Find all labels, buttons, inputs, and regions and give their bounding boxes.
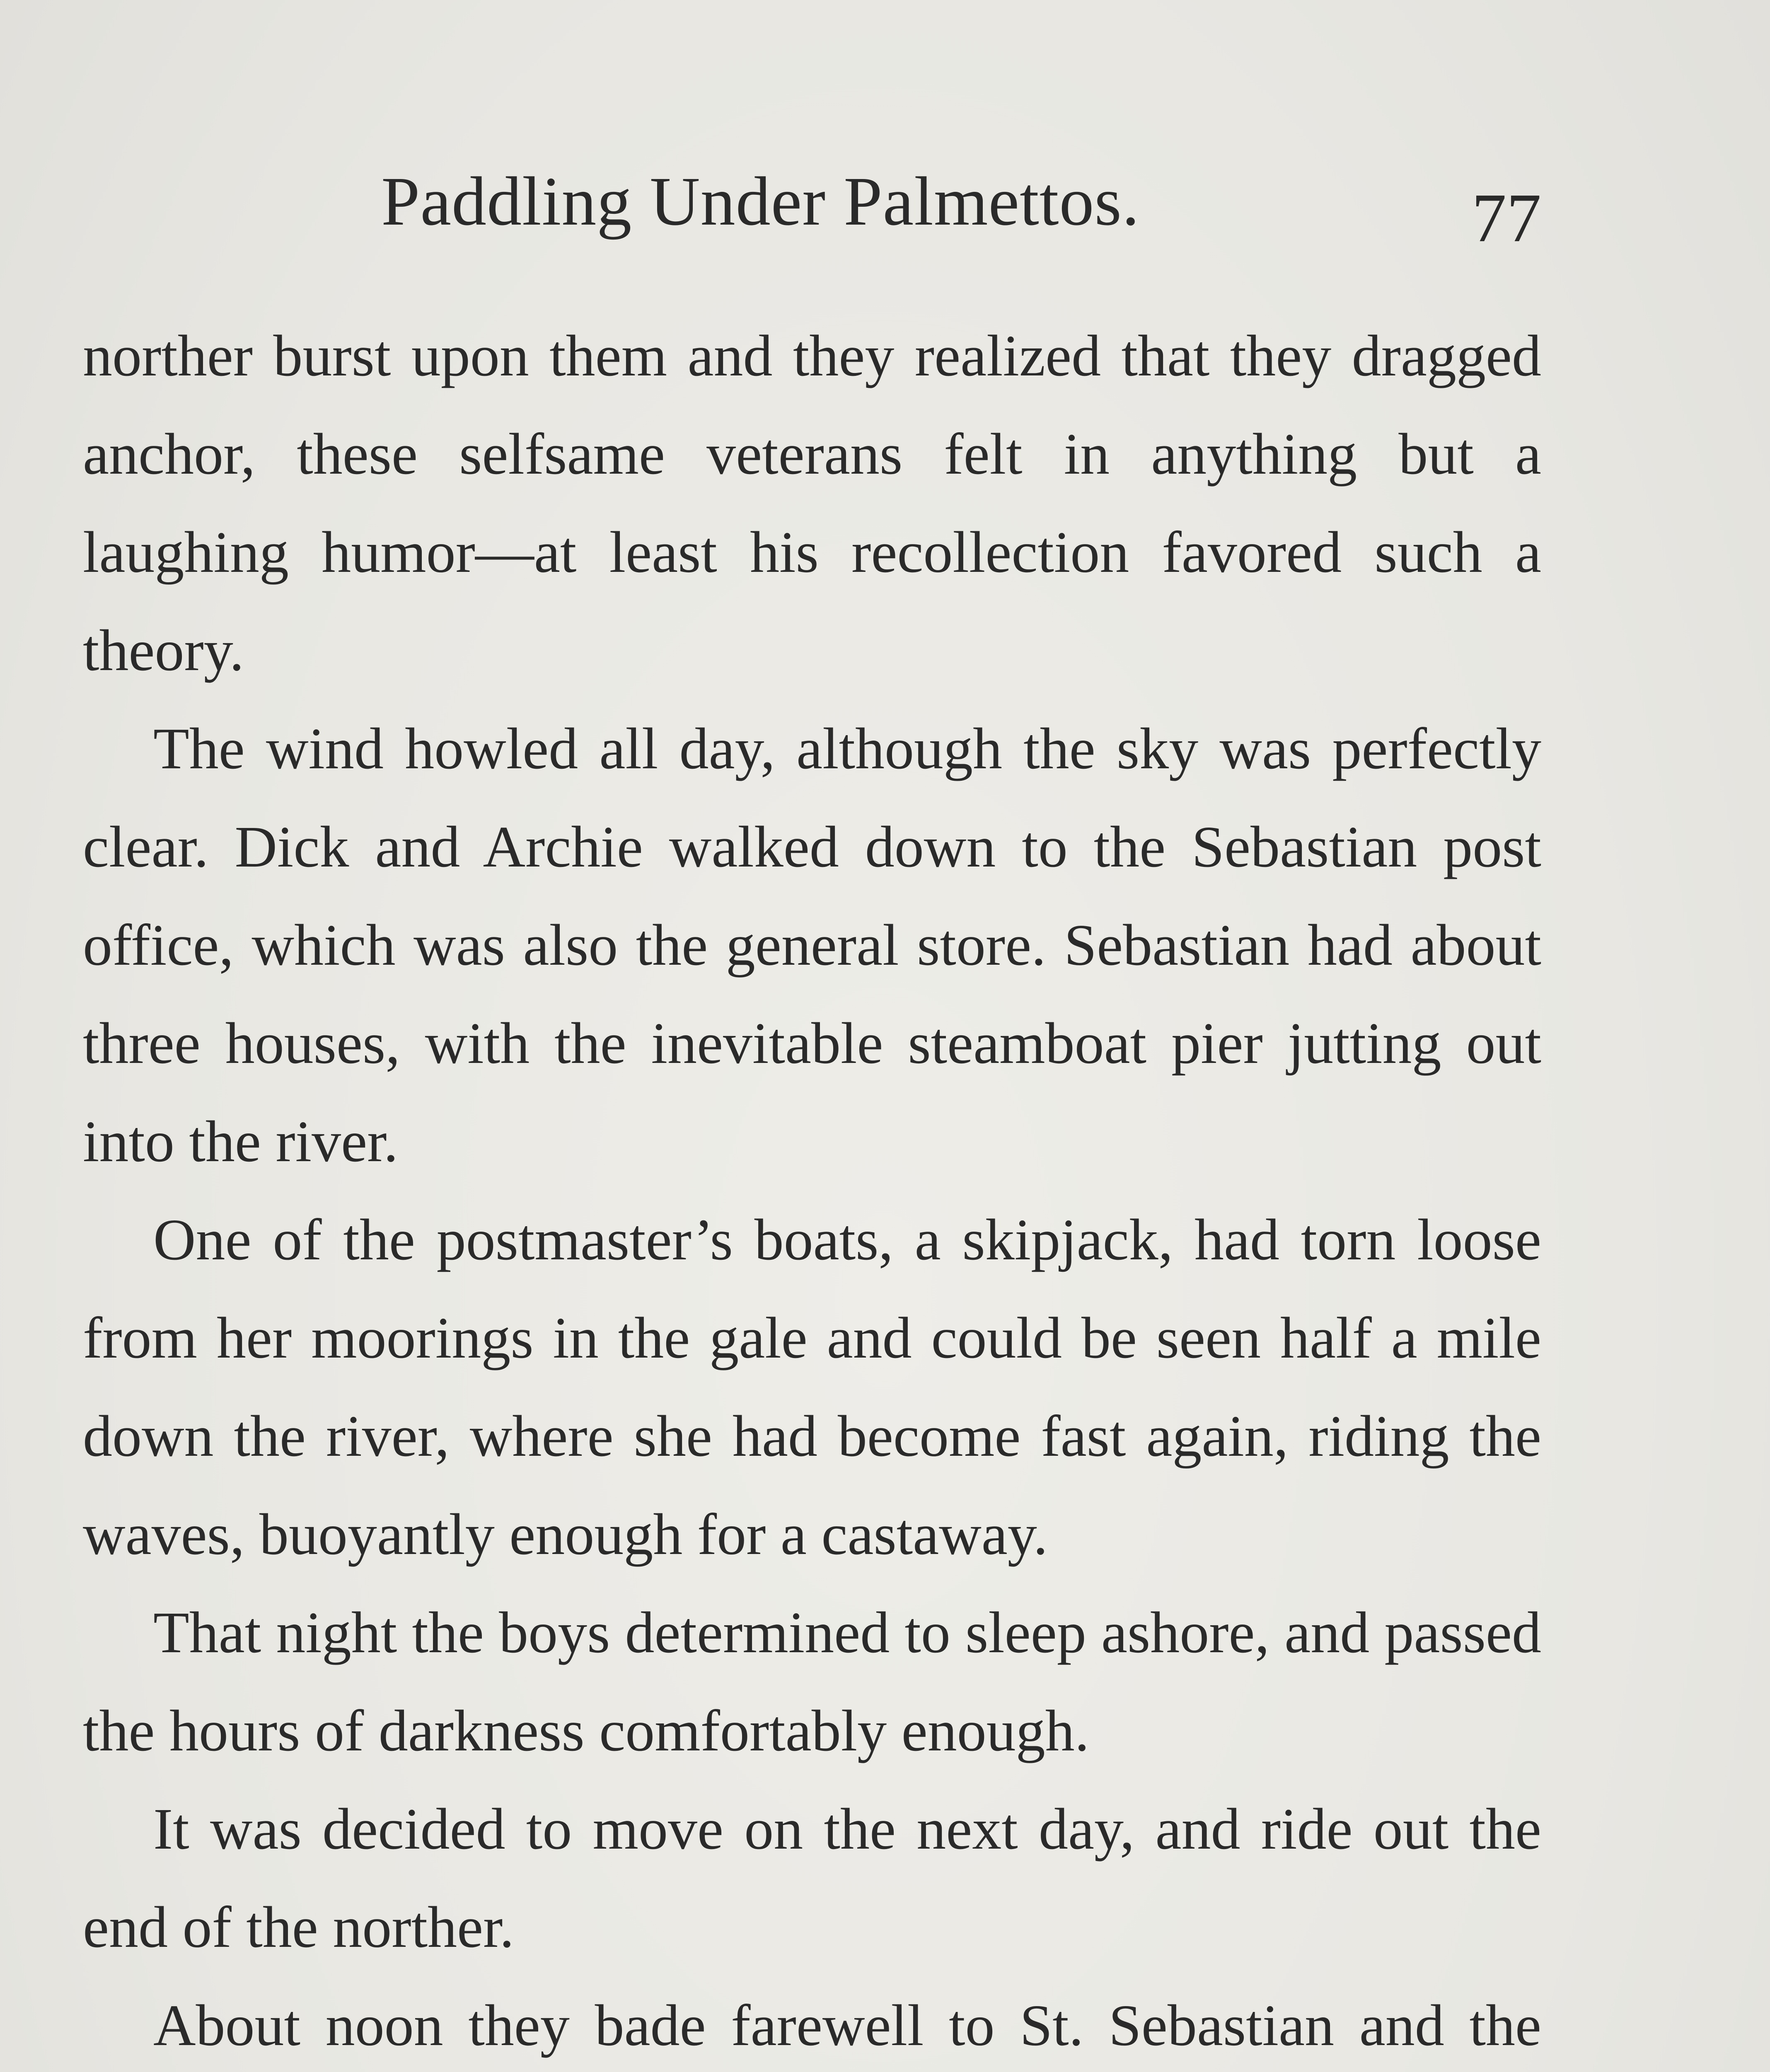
body-text bbox=[83, 307, 1541, 2072]
page-header bbox=[83, 162, 1541, 261]
running-title: Paddling Under Palmettos. bbox=[381, 163, 1140, 240]
paragraph-4: That night the boys determined to sleep ashore, and passed the hours of darkness comfortably enough. bbox=[83, 1600, 1541, 1763]
paragraph-2: The wind howled all day, although the sky was perfectly clear. Dick and Archie walked down to the Sebastian post office, which was also the general store. Sebastian had about three houses, with the inevitable steamboat pier jutting out into the river. bbox=[83, 716, 1541, 1174]
paragraph-6: About noon they bade farewell to St. Sebastian and the bbox=[153, 1992, 1541, 2058]
paragraph-1: norther burst upon them and they realized that they dragged anchor, these selfsame veterans felt in anything but a laughing humor—at least his recollection favored such a theory. bbox=[83, 323, 1541, 683]
page-number: 77 bbox=[1472, 179, 1541, 257]
paragraph-3: One of the postmaster’s boats, a skipjack, had torn loose from her moorings in the gale and could be seen half a mile down the river, where she had become fast again, riding the waves, buoyantly enough for a castaway. bbox=[83, 1207, 1541, 1567]
paragraph-5: It was decided to move on the next day, and ride out the end of the norther. bbox=[83, 1796, 1541, 1960]
